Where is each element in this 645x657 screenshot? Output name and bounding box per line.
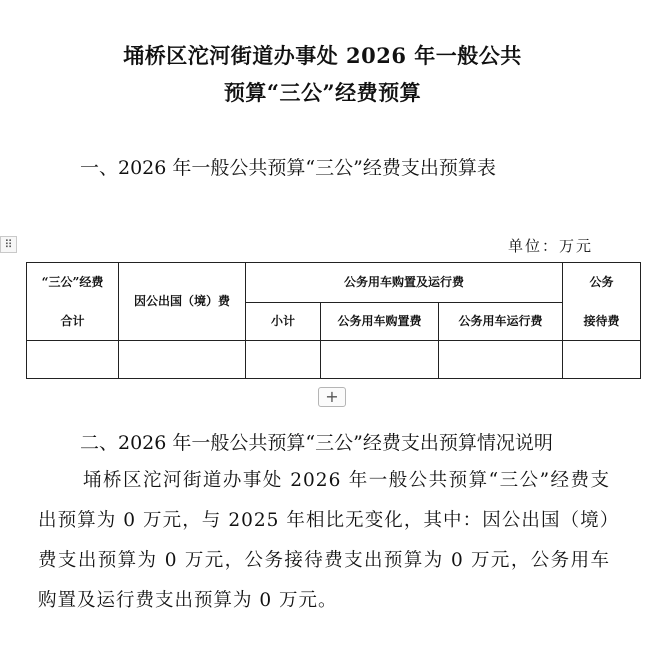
data-cell-vehicle-purchase[interactable] bbox=[321, 341, 439, 379]
header-total-cell[interactable] bbox=[27, 263, 119, 341]
plus-icon: + bbox=[325, 387, 339, 406]
explanation-paragraph: 埇桥区沱河街道办事处 2026 年一般公共预算“三公”经费支出预算为 0 万元，与 2025 年相比无变化，其中：因公出国（境）费支出预算为 0 万元，公务接待费支出预算为 0 万元，公务用车购置及运行费支出预算为 0 万元。 bbox=[38, 470, 610, 611]
header-reception-line1: 公务 bbox=[589, 275, 614, 289]
header-total-line2: 合计 bbox=[60, 314, 85, 328]
header-vehicle-operation-cell[interactable]: 公务用车运行费 bbox=[439, 302, 563, 341]
document-title-line-2: 预算“三公”经费预算 bbox=[223, 80, 422, 105]
header-subtotal-cell[interactable]: 小计 bbox=[246, 302, 321, 341]
section-2-heading: 二、2026 年一般公共预算“三公”经费支出预算情况说明 bbox=[80, 432, 553, 454]
header-vehicle-group-cell[interactable]: 公务用车购置及运行费 bbox=[246, 263, 563, 303]
data-cell-abroad[interactable] bbox=[119, 341, 246, 379]
header-abroad-cell[interactable]: 因公出国（境）费 bbox=[119, 263, 246, 341]
document-title-line-1: 埇桥区沱河街道办事处 2026 年一般公共 bbox=[123, 43, 522, 68]
move-handle-icon[interactable]: ⠿ bbox=[0, 236, 17, 253]
budget-table bbox=[26, 262, 641, 379]
data-cell-vehicle-operation[interactable] bbox=[439, 341, 563, 379]
add-row-button[interactable] bbox=[318, 387, 346, 407]
section-1-heading: 一、2026 年一般公共预算“三公”经费支出预算表 bbox=[80, 157, 496, 179]
header-vehicle-purchase-cell[interactable]: 公务用车购置费 bbox=[321, 302, 439, 341]
data-cell-subtotal[interactable] bbox=[246, 341, 321, 379]
data-cell-reception[interactable] bbox=[563, 341, 641, 379]
unit-label: 单位：万元 bbox=[508, 237, 594, 255]
header-reception-cell[interactable] bbox=[563, 263, 641, 341]
header-reception-line2: 接待费 bbox=[583, 314, 620, 328]
data-cell-total[interactable] bbox=[27, 341, 119, 379]
table-row bbox=[27, 341, 641, 379]
header-total-line1: “三公”经费 bbox=[41, 275, 104, 289]
